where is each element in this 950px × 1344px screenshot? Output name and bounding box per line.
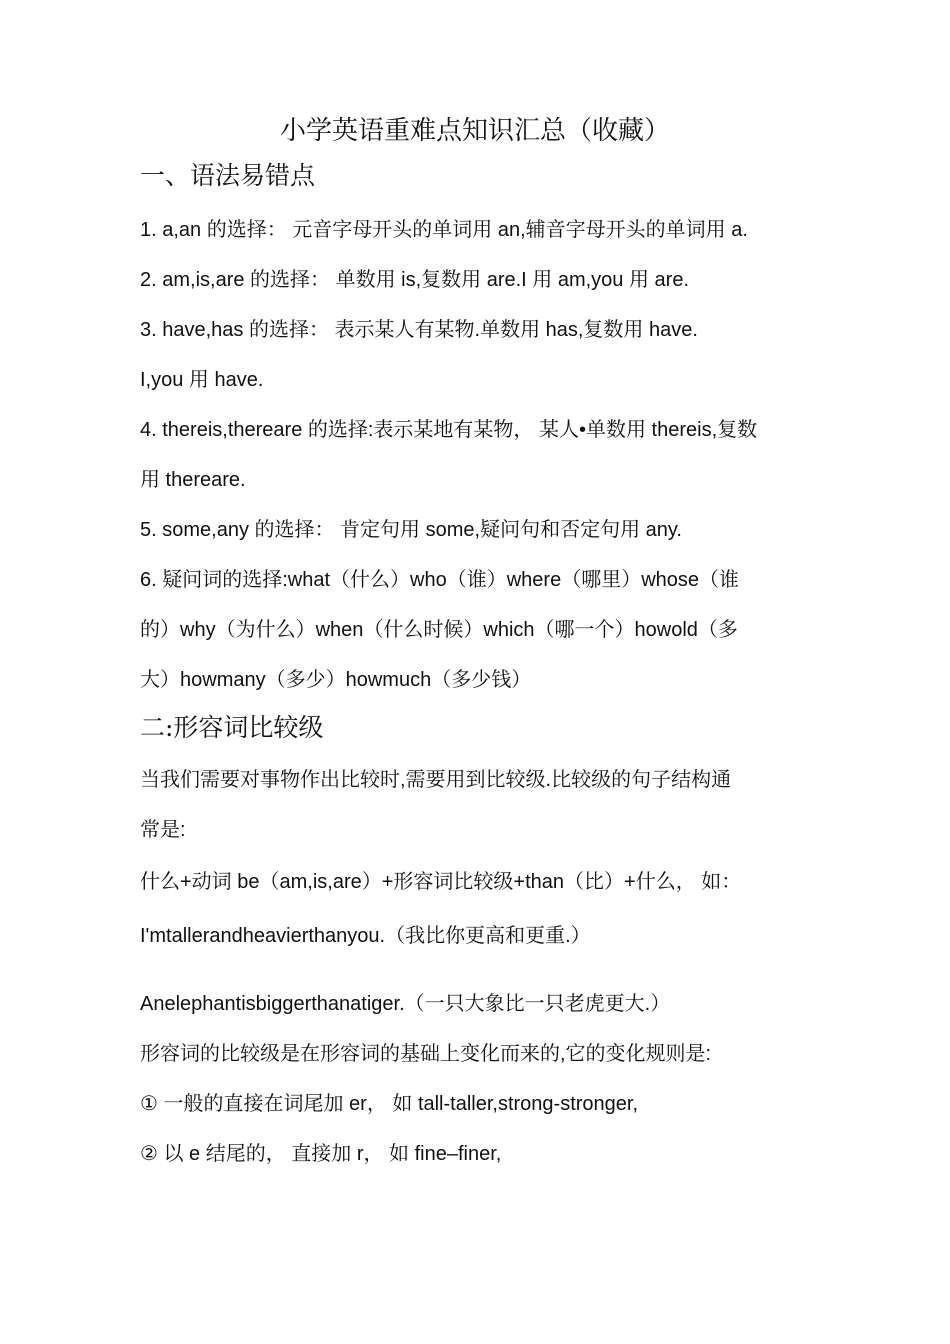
paragraph-line: 大）howmany（多少）howmuch（多少钱）	[140, 669, 532, 691]
page-title: 小学英语重难点知识汇总（收藏）	[279, 116, 670, 146]
paragraph-line: 当我们需要对事物作出比较时,需要用到比较级.比较级的句子结构通	[140, 769, 732, 791]
rule-item: ① 一般的直接在词尾加 er， 如 tall-taller,strong-stronger,	[140, 1093, 639, 1115]
paragraph-line: 2. am,is,are 的选择： 单数用 is,复数用 are.I 用 am,you 用 are.	[140, 269, 690, 291]
paragraph-line: I,you 用 have.	[140, 369, 264, 391]
paragraph-line: 6. 疑问词的选择:what（什么）who（谁）where（哪里）whose（谁	[140, 569, 740, 591]
paragraph-line: 3. have,has 的选择： 表示某人有某物.单数用 has,复数用 have.	[140, 319, 698, 341]
rule-item: ② 以 e 结尾的， 直接加 r， 如 fine–finer,	[140, 1143, 502, 1165]
paragraph-line: 5. some,any 的选择： 肯定句用 some,疑问句和否定句用 any.	[140, 519, 682, 541]
paragraph-line: 的）why（为什么）when（什么时候）which（哪一个）howold（多	[140, 619, 738, 641]
paragraph-line: 1. a,an 的选择： 元音字母开头的单词用 an,辅音字母开头的单词用 a.	[140, 219, 748, 241]
example-sentence: I'mtallerandheavierthanyou.（我比你更高和更重.）	[140, 925, 591, 947]
paragraph-line: 常是:	[140, 819, 186, 841]
paragraph-line: 用 thereare.	[140, 469, 246, 491]
section-heading-grammar: 一、语法易错点	[140, 161, 316, 190]
paragraph-line: 什么+动词 be（am,is,are）+形容词比较级+than（比）+什么， 如：	[140, 871, 742, 893]
section-heading-comparatives: 二:形容词比较级	[140, 713, 324, 742]
example-sentence: Anelephantisbiggerthanatiger.（一只大象比一只老虎更大.）	[140, 993, 671, 1015]
paragraph-line: 4. thereis,thereare 的选择:表示某地有某物， 某人•单数用 thereis,复数	[140, 419, 758, 441]
paragraph-line: 形容词的比较级是在形容词的基础上变化而来的,它的变化规则是:	[140, 1043, 712, 1065]
